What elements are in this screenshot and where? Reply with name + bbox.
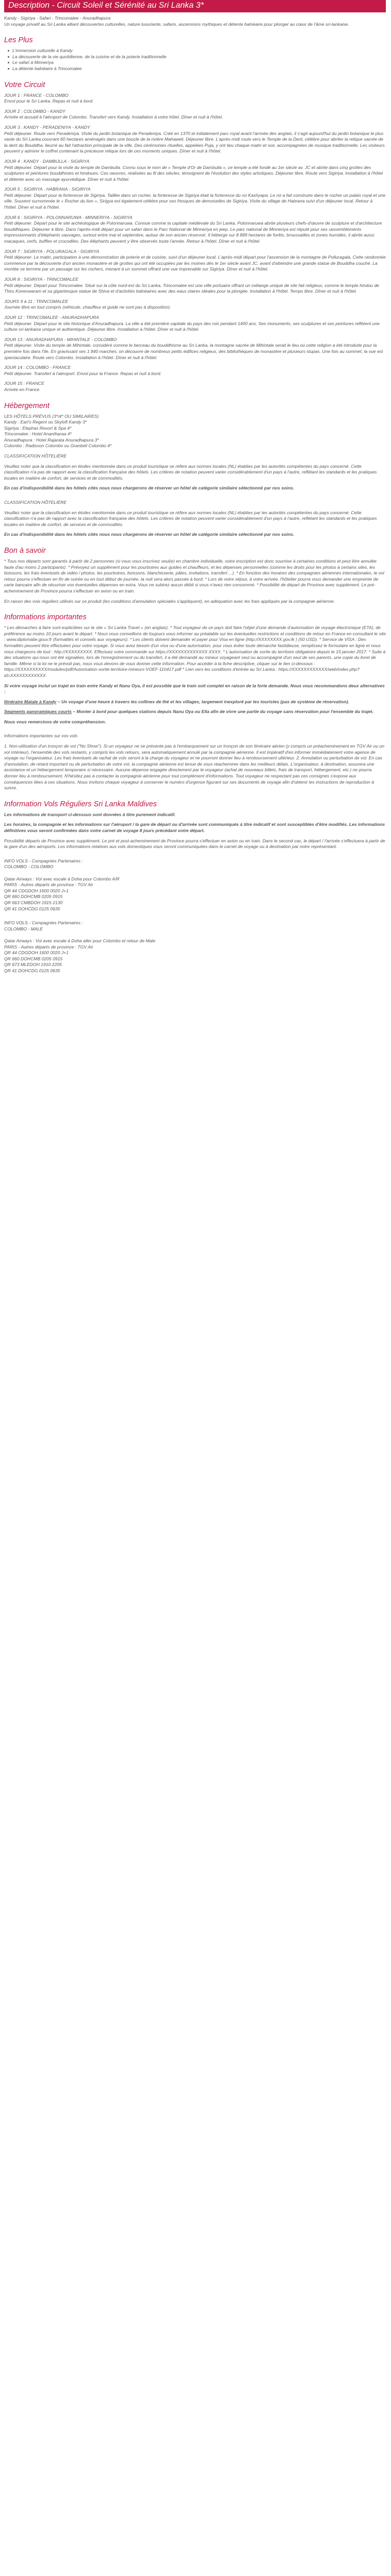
- hotel-line: Sigiriya : Elephas Resort & Spa 4*: [4, 425, 72, 431]
- alternative-title: Itinéraire Matale à Kandy: [4, 699, 57, 704]
- day-item: [4, 187, 386, 210]
- availability-warning: En cas d'indisponibilité dans les hôtels cités nous nous chargerons de réserver un hôtel de catégorie similaire sélectionné par nos soins.: [4, 485, 295, 491]
- flight-line: Qatar Airways : Vol avec escale à Doha aller pour Colombo et retour de Male: [4, 938, 156, 943]
- vols-text: Possibilité départs de Province avec supplément. Le pré et post-acheminement de Province pourra s'effectuer en avion ou en train. Dans le second cas, le départ / l'arrivée s'effectuera à partir de la gare d'un des aéroports. Les informations relatives aux vols domestiques vous seront communiquées dans le carnet de voyage ou à destination par notre représentant.: [4, 838, 385, 850]
- train-notice: Si votre voyage inclut un trajet en train entre Kandy et Nanu Oya, il est possible que le train soit complet en raison de la forte demande. Nous vous recommandons deux alternatives :: [4, 683, 385, 694]
- day-text: Petit déjeuner. Visite du temple de Mihintale, considéré comme le berceau du bouddhisme au Sri Lanka, la montagne sacrée de Mihintale serait le lieu où cette religion a été introduite pour la première fois dans l'île. En gravissant ses 1 840 marches, on découvre de nombreux petits édifices religieux, des bibliothèques de monastère et plusieurs stupas. Une fois au sommet, la vue est spectaculaire. Route vers Colombo. Installation à l'hôtel. Dîner et nuit à l'hôtel.: [4, 343, 383, 360]
- day-text: Petit déjeuner. Transfert à l'aéroport. Envol pour la France. Repas et nuit à bord.: [4, 370, 161, 376]
- flight-line: Qatar Airways : Vol avec escale à Doha pour Colombo A/R: [4, 876, 120, 882]
- flight-block-male: [4, 920, 386, 974]
- section-heading-infos-importantes: Informations importantes: [4, 613, 87, 622]
- vols-disclaimer: Les horaires, la compagnie et les informations sur l'aéroport / la gare de départ ou d'arrivée sont communiqués à titre indicatif et sont susceptibles d'être modifiés. Les informations définitives vous seront confirmées dans votre carnet de voyage 8 jours précédant votre départ.: [4, 822, 385, 833]
- bon-a-savoir-text: * Tous nos départs sont garantis à partir de 2 personnes (si vous vous inscrivez seul(e) en chambre individuelle, votre inscription est donc soumise à certaines conditions et peut être annulée faute d'au moins 2 participants). * Prévoyez un supplément pour les pourboires aux guides et chauffeurs, et les dépenses personnelles (comme les droits pour les photos à certains sites, les boissons, les frais éventuels de vidéo / photos, les pourboires, boissons, blanchisserie, pâtes, invitations, transfert ...). * En fonction des horaires des compagnies aériennes internationales, le vol retour pourra s'effectuer en fin de soirée ou en tout début de journée, la nuit sera alors passée à bord. * Lors de votre séjour, à votre arrivée, l'hôtelier pourra vous demander une empreinte de carte bancaire afin de sécuriser vos éventuelles dépenses en extra. Vous ne subirez aucun débit si vous n'avez rien consommé. * Possibilité de départ de Province avec supplément. Le pré-acheminement de Province pourra s'effectuer en avion ou en train.: [4, 558, 384, 594]
- flight-line: QR 660 DOHCMB 0205 0915: [4, 956, 63, 961]
- day-title: JOUR 6 : SIGIRIYA - POLONNARUWA - MINNERIYA - SIGIRIYA: [4, 214, 133, 220]
- flight-line: PARIS - Autres départs de province : TGV Air: [4, 882, 93, 888]
- section-heading-hebergement: Hébergement: [4, 401, 50, 410]
- section-heading-plus: Les Plus: [4, 36, 33, 45]
- classification-text: Veuillez noter que la classification en étoiles mentionnée dans ce produit touristique se réfère aux normes locales (NL) établies par les autorités compétentes du pays concerné. Cette classification n'a pas de rapport avec la classification française des hôtels. Les critères de notation peuvent varier considérablement d'un pays à l'autre, reflétant les standards et les pratiques locales en matière de confort, de services et de commodités.: [4, 463, 377, 481]
- day-title: JOUR 4 : KANDY - DAMBULLA - SIGIRIYA: [4, 158, 90, 164]
- list-item: La découverte de la vie quotidienne, de la cuisine et de la poterie traditionnelle: [12, 54, 386, 60]
- flight-line: QR 660 DOHCMB 0205 0915: [4, 894, 63, 900]
- day-item: [4, 315, 386, 333]
- hotel-line: Trincomalee : Hotel Anantharaa 4*: [4, 431, 72, 437]
- intro-description: Un voyage privatif au Sri Lanka alliant découvertes culturelles, nature luxuriante, safaris, ascensions mythiques et détente balnéaire pour plonger au cœur de l'âme sri-lankaise.: [4, 21, 349, 27]
- day-item: [4, 93, 386, 105]
- flight-info-heading: Informations importantes sur vos vols: [4, 733, 78, 739]
- day-item: [4, 365, 386, 377]
- intro: [4, 15, 386, 27]
- flight-line: QR 44 CDGDOH 1600 0020 J+1: [4, 950, 69, 956]
- section-heading-bon-a-savoir: Bon à savoir: [4, 547, 46, 555]
- day-title: JOUR 15 : FRANCE: [4, 381, 44, 386]
- day-item: [4, 159, 386, 182]
- day-text: Petit déjeuner. Départ pour la visite du temple de Dambulla. Connu sous le nom de « Temple d'Or de Dambulla », ce temple a été fondé au 1er siècle av. JC et abrite dans cinq grottes des sculptures et peintures bouddhistes et hindoues. Ces oeuvres, réalisées au fil des siècles, témoignent de l'évolution des styles artistiques. Déjeuner libre. Route vers Sigiriya. Installation à l'hôtel et détente avec un massage ayurvédique. Dîner et nuit à l'hôtel.: [4, 164, 383, 182]
- flight-line: PARIS - Autres départs de province : TGV Air: [4, 944, 93, 950]
- flight-line: QR 663 CMBDOH 1915 2130: [4, 900, 63, 905]
- intro-route: Kandy - Sigiriya - Safari - Trincomalee - Anuradhapura: [4, 15, 111, 21]
- flight-line: INFO VOLS - Compagnies Partenaires :: [4, 858, 83, 863]
- train-alternative: [4, 699, 386, 705]
- alternative-title: Segments panoramiques courts: [4, 709, 72, 715]
- hotel-line: Kandy : Earl's Regent ou Skyloft Kandy 3*: [4, 419, 87, 425]
- day-title: JOUR 8 : SIGIRIYA - TRINCOMALEE: [4, 277, 78, 282]
- intro-text: [4, 15, 386, 27]
- day-text: Envol pour le Sri Lanka. Repas et nuit à bord.: [4, 98, 94, 104]
- alternative-text: – Monter à bord pour quelques stations depuis Nanu Oya ou Ella afin de vivre une partie du voyage sans réservation pour l'ensemble du trajet.: [71, 709, 373, 715]
- flight-line: QR 44 CDGDOH 1600 0020 J+1: [4, 888, 69, 893]
- day-item: [4, 249, 386, 273]
- day-text: Petit déjeuner. Le matin, participation à une démonstration de poterie et de cuisine, suivi d'un déjeuner local. L'après-midi départ pour l'ascension de la montagne de Polluragala. Cette randonnée commence par la découverte d'un ancien monastère et de grottes qui ont été occupées par les moines dès le 1er siècle avant JC, avant d'atteindre une grande statue de Bouddha couché. La montée se termine par un passage sur les rochers, menant à un sommet offrant une vue imprenable sur Sigiriya. Dîner et nuit à l'hôtel.: [4, 255, 386, 272]
- bon-a-savoir-text: En raison des voix réguliers utilisés sur ce produit (les conditions d'annulation spéciales s'appliquent), en adéquation avec les frais appliqués par la compagnie aérienne.: [4, 598, 335, 604]
- train-thanks: Nous vous remercions de votre compréhension.: [4, 719, 106, 724]
- day-title: JOUR 1 : FRANCE - COLOMBO: [4, 92, 69, 98]
- page: [0, 0, 391, 988]
- day-item: [4, 215, 386, 245]
- day-title: JOUR 13 : ANURADHAPURA - MIHINTALE - COLOMBO: [4, 336, 117, 342]
- day-item: [4, 299, 386, 311]
- day-item: [4, 337, 386, 361]
- day-text: Petit déjeuner. Départ pour Trincomalee. Situé sur la côte nord-est du Sri Lanka, Trincomalee est une ville portuaire offrant un mélange unique de site fait religieux, comme le temple hindou de Thiru Koneswaram et sa gigantesque statue de Shiva et d'activités balnéaires avec des eaux claires idéales pour la plongée. Installation à l'hôtel. Temps libre. Dîner et nuit à l'hôtel.: [4, 282, 379, 294]
- circuit-days: [4, 93, 386, 393]
- day-text: Petit déjeuner. Départ pour le site archéologique de Polonnaruwa. Connue comme la capitale médiévale du Sri Lanka, Polonnaruwa abrite plusieurs chefs-d'œuvre de sculpture et d'architecture bouddhiques. Déjeuner à libre. Dans l'après-midi départ pour un safari dans le Parc National de Minneriya en jeep. Le parc national de Minneriya est réputé pour ses rassemblements impressionnants d'éléphants sauvages, surtout entre mai et septembre, autour de son ancien réservoir. Il héberge sur 8 889 hectares de forêts, broussailles et zones humides, il abrite aussi macaques, cerfs, buffles et crocodiles. Des éléphants peuvent y être observés toute l'année. Retour à l'hôtel. Dîner et nuit à l'hôtel.: [4, 221, 382, 244]
- day-item: [4, 381, 386, 393]
- list-item: La détente balnéaire à Trincomalee: [12, 66, 386, 72]
- flight-line: COLOMBO - MALE: [4, 926, 43, 931]
- hotel-list: [4, 414, 386, 450]
- flight-line: QR 41 DOHCDG 0125 0635: [4, 906, 60, 911]
- classification-label: CLASSIFICATION HÔTELIÈRE: [4, 453, 67, 459]
- day-title: JOUR 7 : SIGIRIYA - POLURAGALA - SIGIRIYA: [4, 248, 100, 254]
- hotel-line: Colombo : Radisson Colombo ou Granbell Colombo 4*: [4, 443, 112, 449]
- hotel-line: LES HÔTELS PRÉVUS (3*/4* OU SIMILAIRES): [4, 413, 99, 419]
- plus-list: [4, 48, 386, 72]
- infos-text: * Les démarches à faire sont explicitées sur le site « Sri Lanka Travel » (en anglais). * Tout voyageur de ce pays doit faire l'objet d'une demande d'autorisation de voyage électronique (ETA), de préférence au moins 10 jours avant le départ. * Nous vous conseillons de toujours vous informer au préalable sur les éventuelles restrictions et conditions de retour en France en consultant le site : www.diplomatie.gouv.fr (formalités et conseils aux voyageurs). * Les clients doivent demander et payer pour Visa en ligne (http://XXXXXXXX.gov.lk ) (50 USD). * Service de VISA : Des formalités peuvent être effectuées pour votre voyage. Si vous avez besoin d'un visa ou d'une autorisation, pour vous éviter toute démarche fastidieuse, remplissez le formulaire en ligne et nous nous chargeons de tout : http://XXXXXXXXX. Effectuez votre commande sur https://XXXXXXXXXXXXX.XXXX. * L'autorisation de sortie du territoire obligatoire depuis le 15 janvier 2017. * Suite à des situations qui nous ont été signalées, lors de l'enregistrement ou du transfert, il a été demandé au mineur voyageant seul ou accompagné d'un seul de ses parents, une copie du livret de famille. Même si la loi ne le prévoit pas, nous vous devons de vous donner cette information. Pour accéder à la fiche descriptive, cliquer sur le lien ci-dessous : https://XXXXXXXXXX/modules/pdf/Autorisation-sortie-territoire-mineurs-VOEF-110417.pdf * Lien vers les conditions d'entrée au Sri Lanka : https://XXXXXXXXXXXX/web/index.php?id=XXXXXXXXXXXX.: [4, 625, 386, 678]
- page-title: Description - Circuit Soleil et Sérénité au Sri Lanka 3*: [4, 0, 386, 12]
- flight-line: QR 673 MLEDOH 1910 2205: [4, 962, 62, 968]
- day-text: Petit déjeuner. Route vers Peradeniya. Visite du jardin botanique de Peradeniya. Créé en 1370 et initialement parc royal avant l'arrivée des anglais, il s'agit aujourd'hui du jardin botanique le plus vaste du Sri Lanka couvrant 60 hectares aménagés dans une boucle de la rivière Mahaweli. Déjeuner libre. L'après-midi route vers le Temple de la Dent, célèbre pour abriter la relique sacrée de la dent du Bouddha, lieurré au fait l'attraction principale de la ville. Des cérémonies rituelles, appelées Puja, y ont lieu chaque matin et soir, accompagnées de musique traditionnelle. Les visiteurs peuvent y admirer le coffret contenant la précieuse relique lors de ces moments uniques. Dîner et nuit à l'hôtel.: [4, 130, 385, 154]
- flight-block-colombo: [4, 858, 386, 912]
- train-alternative: [4, 709, 386, 715]
- classification-text: Veuillez noter que la classification en étoiles mentionnée dans ce produit touristique se réfère aux normes locales (NL) établies par les autorités compétentes du pays concerné. Cette classification n'a pas de rapport avec la classification française des hôtels. Les critères de notation peuvent varier considérablement d'un pays à l'autre, reflétant les standards et les pratiques locales en matière de confort, de services et de commodités.: [4, 510, 377, 527]
- day-title: JOUR 2 : COLOMBO - KANDY: [4, 108, 66, 114]
- availability-warning: En cas d'indisponibilité dans les hôtels cités nous nous chargerons de réserver un hôtel de catégorie similaire sélectionné par nos soins.: [4, 532, 295, 537]
- day-item: [4, 277, 386, 295]
- classification-label: CLASSIFICATION HÔTELIÈRE: [4, 500, 67, 505]
- list-item: Le safari à Minneriya: [12, 60, 386, 66]
- alternative-text: – Un voyage d'une heure à travers les collines de thé et les villages, largement inexploré par les touristes (pas de système de réservation).: [56, 699, 349, 704]
- flight-line: COLOMBO - COLOMBO: [4, 864, 54, 870]
- day-title: JOURS 9 à 11 : TRINCOMALEE: [4, 298, 69, 304]
- list-item: L'immersion culturelle à Kandy: [12, 48, 386, 54]
- vols-disclaimer: Les informations de transport ci-dessous sont données à titre purement indicatif.: [4, 811, 176, 817]
- flight-info-text: 1. Non-utilisation d'un tronçon de vol ("No Show"). Si un voyageur ne se présente pas à l'embarquement sur un tronçon de son itinéraire aérien (y compris un préacheminement en TGV Air ou un vol intérieur), l'ensemble des vols restants, y compris les vols retours, sera automatiquement annulé par la compagnie aérienne. Il est impératif d'en informer immédiatement votre agence de voyage ou l'organisateur. Les frais éventuels de rachat de vols seront à la charge du voyageur et ne pourront donner lieu à remboursement ultérieur. 2. Annulation ou perturbation de vol. En cas d'annulation, de retard important ou de perturbation de votre vol, la compagnie aérienne est tenue de vous réacheminer dans les meilleurs délais. L'organisateur, à destination, assurera une assistance et un hébergement temporaire si nécessaire. Aucune dépense engagée directement par le voyageur (achat de nouveaux billets, frais de transport, hébergement, etc.) ne pourra donner lieu à remboursement. N'hésitez pas à contacter la compagnie aérienne pour tout complément d'informations. Tout voyageur ne respectant pas ces consignes s'expose aux conséquences liées à ces situations. Nous invitons chaque voyageur à conserver le numéro d'urgence figurant sur ses documents de voyage afin d'obtenir les instructions de reproduction à suivre.: [4, 743, 385, 791]
- section-heading-vols: Information Vols Réguliers Sri Lanka Maldives: [4, 800, 157, 808]
- day-item: [4, 125, 386, 155]
- day-title: JOUR 3 : KANDY - PERADENIYA - KANDY: [4, 124, 90, 130]
- day-title: JOUR 5 : SIGIRIYA - HABRANA - SIGIRIYA: [4, 187, 91, 192]
- section-heading-circuit: Votre Circuit: [4, 80, 45, 89]
- day-text: Arrivée en France: [4, 386, 40, 392]
- day-title: JOUR 14 : COLOMBO - FRANCE: [4, 365, 71, 370]
- flight-line: [4, 870, 386, 876]
- day-text: Petit déjeuner. Départ pour la forteresse de Sigiriya. Taillée dans un rocher, la forteresse de Sigiriya était la forteresse du roi Kashyapa. Le roi a fait construire dans le rocher un palais royal et une ville. Souvent surnommée le « Rocher du lion », Sirigya est également célèbre pour ses fresques de demoiselles de Sigiriya. Visite du village de Habrana suivi d'un déjeuner local. Retour à l'hôtel. Dîner et nuit à l'hôtel.: [4, 192, 386, 210]
- flight-line: QR 41 DOHCDG 0125 0635: [4, 968, 60, 973]
- flight-line: INFO VOLS - Compagnies Partenaires :: [4, 920, 83, 926]
- day-item: [4, 109, 386, 121]
- day-text: Arrivée et accueil à l'aéroport de Colombo. Transfert vers Kandy. Installation à votre hôtel. Dîner et nuit à l'hôtel.: [4, 114, 223, 120]
- flight-line: [4, 932, 386, 938]
- day-title: JOUR 12 : TRINCOMALEE - ANURADHAPURA: [4, 314, 99, 320]
- day-text: Journée libre en tout compris (véhicule, chauffeur et guide ne sont pas à disposition).: [4, 304, 171, 310]
- day-text: Petit déjeuner. Départ pour le site historique d'Anuradhapura. La ville a été première capitale du pays des rois pendant 1400 ans. Ses monuments, ses sculptures et ses peintures reflètent une culture sri-lankaise unique et authentique. Déjeuner libre. Installation à l'hôtel. Dîner et nuit à l'hôtel.: [4, 320, 380, 332]
- hotel-line: Anuradhapura : Hotel Rajarata Anuradhapura 3*: [4, 437, 99, 443]
